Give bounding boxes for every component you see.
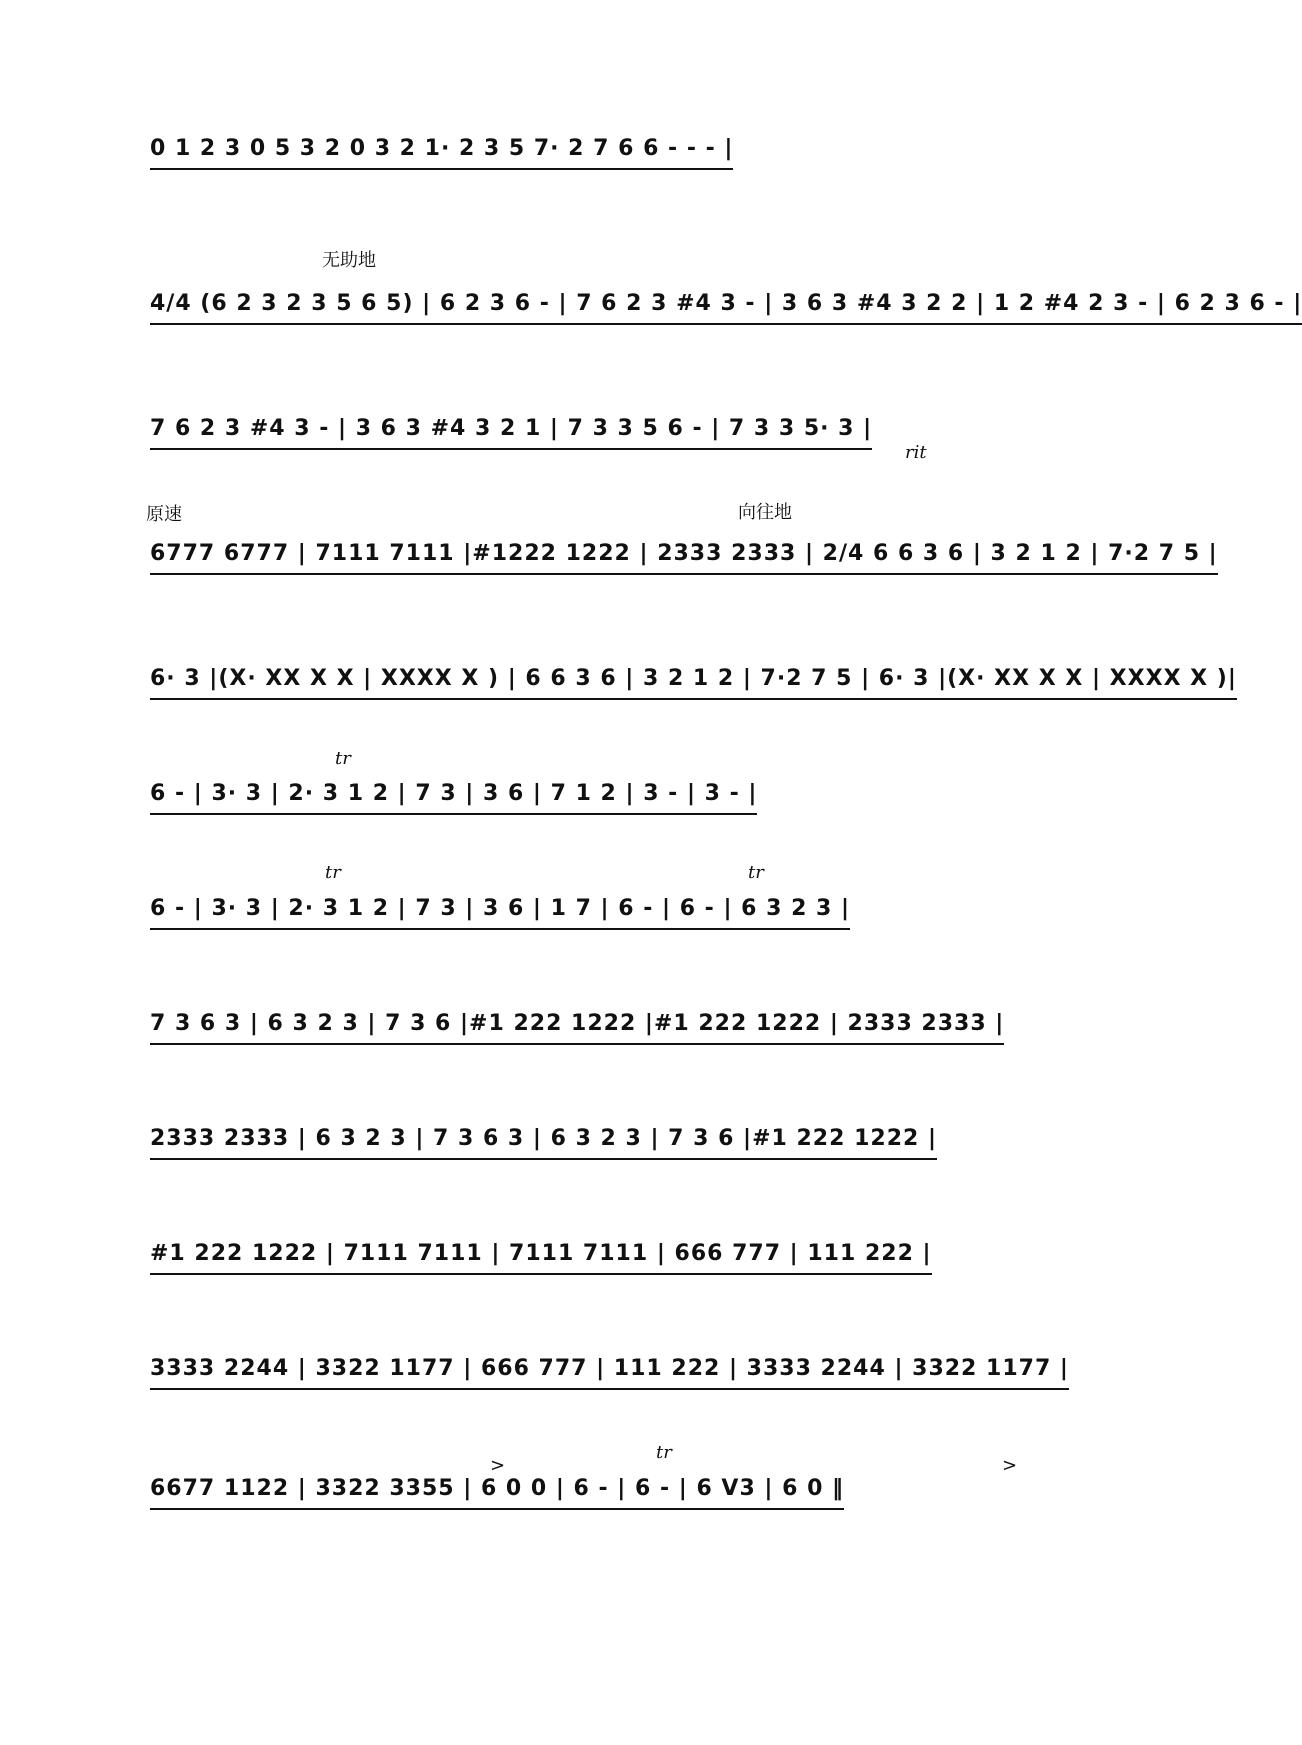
tempo-mark-original: 原速 bbox=[146, 504, 182, 525]
staff-row-10 bbox=[150, 1215, 1130, 1275]
staff-notes: 0 1 2 3 0 5 3 2 0 3 2 1· 2 3 5 7· 2 7 6 6 - - - | bbox=[150, 138, 733, 170]
staff-notes: 6· 3 |(X· XX X X | XXXX X ) | 6 6 3 6 | 3 2 1 2 | 7·2 7 5 | 6· 3 |(X· XX X X | XXXX X )| bbox=[150, 668, 1237, 700]
staff-row-7 bbox=[150, 870, 1130, 930]
staff-row-3 bbox=[150, 390, 1130, 450]
accent-mark: > bbox=[490, 1455, 506, 1476]
staff-notes: 6 - | 3· 3 | 2· 3 1 2 | 7 3 | 3 6 | 1 7 | 6 - | 6 - | 6 3 2 3 | bbox=[150, 898, 850, 930]
staff-row-11 bbox=[150, 1330, 1130, 1390]
tempo-mark-rit: rit bbox=[905, 442, 927, 463]
staff-row-5 bbox=[150, 640, 1237, 700]
staff-row-6 bbox=[150, 755, 1130, 815]
staff-row-4 bbox=[150, 515, 1218, 575]
staff-notes: 6 - | 3· 3 | 2· 3 1 2 | 7 3 | 3 6 | 7 1 2 | 3 - | 3 - | bbox=[150, 783, 757, 815]
trill-mark: tr bbox=[656, 1442, 672, 1463]
accent-mark: > bbox=[1002, 1455, 1018, 1476]
staff-notes: 2333 2333 | 6 3 2 3 | 7 3 6 3 | 6 3 2 3 | 7 3 6 |#1 222 1222 | bbox=[150, 1128, 937, 1160]
staff-notes: 7 3 6 3 | 6 3 2 3 | 7 3 6 |#1 222 1222 |#1 222 1222 | 2333 2333 | bbox=[150, 1013, 1004, 1045]
trill-mark: tr bbox=[335, 748, 351, 769]
trill-mark: tr bbox=[748, 862, 764, 883]
staff-notes: 6677 1122 | 3322 3355 | 6 0 0 | 6 - | 6 - | 6 V3 | 6 0 ‖ bbox=[150, 1478, 844, 1510]
staff-notes: 7 6 2 3 #4 3 - | 3 6 3 #4 3 2 1 | 7 3 3 5 6 - | 7 3 3 5· 3 | bbox=[150, 418, 872, 450]
staff-notes: 6777 6777 | 7111 7111 |#1222 1222 | 2333 2333 | 2/4 6 6 3 6 | 3 2 1 2 | 7·2 7 5 | bbox=[150, 543, 1218, 575]
staff-notes: 3333 2244 | 3322 1177 | 666 777 | 111 222 | 3333 2244 | 3322 1177 | bbox=[150, 1358, 1069, 1390]
expression-mark-yearning: 向往地 bbox=[738, 502, 792, 523]
trill-mark: tr bbox=[325, 862, 341, 883]
staff-row-8 bbox=[150, 985, 1130, 1045]
staff-row-1 bbox=[150, 110, 1130, 170]
staff-row-9 bbox=[150, 1100, 1130, 1160]
staff-row-2 bbox=[150, 265, 1302, 325]
expression-mark-helpless: 无助地 bbox=[322, 250, 376, 271]
staff-row-12 bbox=[150, 1450, 1130, 1510]
staff-notes: #1 222 1222 | 7111 7111 | 7111 7111 | 666 777 | 111 222 | bbox=[150, 1243, 932, 1275]
staff-notes: 4/4 (6 2 3 2 3 5 6 5) | 6 2 3 6 - | 7 6 2 3 #4 3 - | 3 6 3 #4 3 2 2 | 1 2 #4 2 3 - | 6 2 3 6 - | bbox=[150, 293, 1302, 325]
